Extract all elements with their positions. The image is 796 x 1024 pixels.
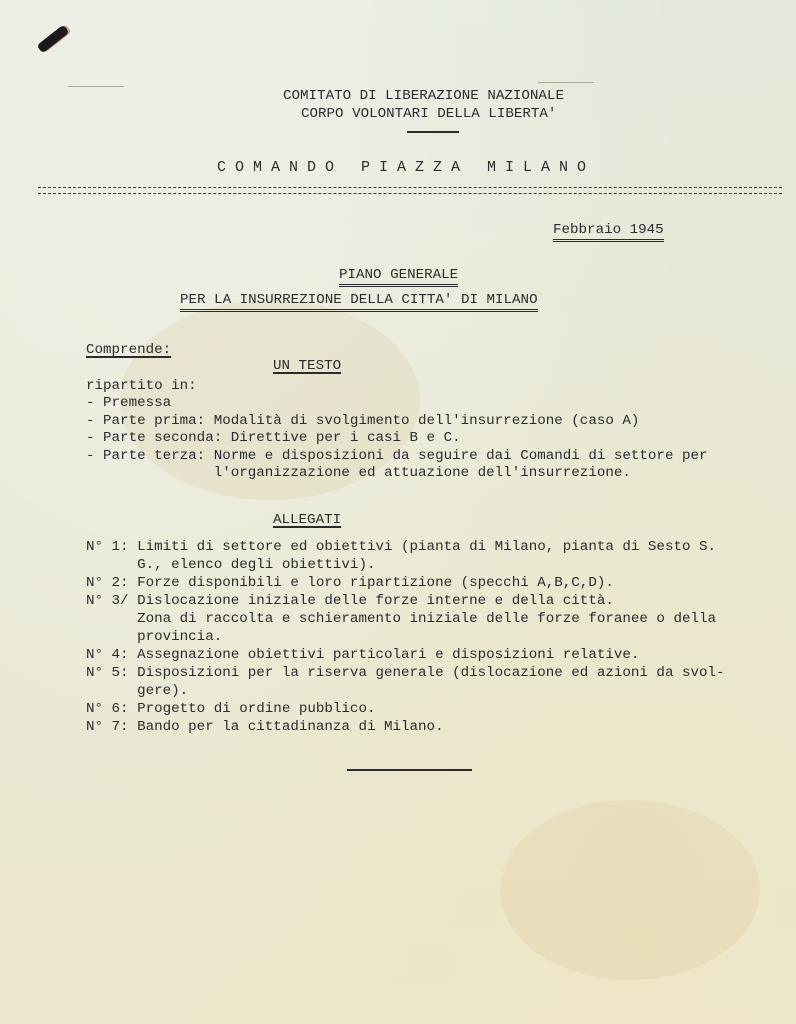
- pencil-mark: [538, 82, 594, 83]
- list-item: N° 4: Assegnazione obiettivi particolari e disposizioni relative.: [86, 647, 640, 663]
- org-subname: CORPO VOLONTARI DELLA LIBERTA': [301, 106, 557, 122]
- attachments-list: [86, 538, 725, 736]
- list-item: N° 3/ Dislocazione iniziale delle forze interne e della città.: [86, 593, 614, 609]
- text-heading: UN TESTO: [273, 358, 342, 374]
- contents-label: Comprende:: [86, 342, 172, 358]
- plan-title: [339, 267, 458, 283]
- date-text: Febbraio 1945: [553, 222, 664, 242]
- list-item: Zona di raccolta e schieramento iniziale delle forze foranee o della: [86, 611, 717, 627]
- list-item: N° 2: Forze disponibili e loro ripartizione (specchi A,B,C,D).: [86, 575, 614, 591]
- plan-title-line2: PER LA INSURREZIONE DELLA CITTA' DI MILANO: [180, 292, 538, 312]
- list-item: N° 1: Limiti di settore ed obiettivi (pianta di Milano, pianta di Sesto S.: [86, 539, 717, 555]
- pencil-mark: [68, 86, 124, 87]
- list-item: provincia.: [86, 629, 223, 645]
- command-title: C O M A N D O P I A Z Z A M I L A N O: [217, 159, 587, 176]
- punch-hole: [37, 25, 70, 54]
- list-item: - Premessa: [86, 395, 172, 411]
- plan-subtitle: [180, 292, 538, 308]
- list-item: - Parte prima: Modalità di svolgimento dell'insurrezione (caso A): [86, 412, 640, 429]
- attachments-heading: ALLEGATI: [273, 512, 342, 528]
- org-name: COMITATO DI LIBERAZIONE NAZIONALE: [283, 88, 564, 104]
- document-date: [553, 222, 664, 238]
- closing-rule: [347, 769, 472, 771]
- list-item: N° 6: Progetto di ordine pubblico.: [86, 701, 376, 717]
- list-item: l'organizzazione ed attuazione dell'insurrezione.: [86, 465, 631, 481]
- plan-title-line1: PIANO GENERALE: [339, 267, 458, 287]
- list-item: - Parte seconda: Direttive per i casi B e C.: [86, 430, 461, 446]
- list-item: gere).: [86, 683, 189, 699]
- paper-stain: [500, 800, 760, 980]
- double-rule: [38, 187, 782, 194]
- header-divider: [407, 131, 459, 133]
- list-item: N° 5: Disposizioni per la riserva generale (dislocazione ed azioni da svol-: [86, 665, 725, 681]
- list-item: - Parte terza: Norme e disposizioni da seguire dai Comandi di settore per: [86, 447, 708, 464]
- parts-list: [86, 395, 708, 483]
- list-item: G., elenco degli obiettivi).: [86, 557, 376, 573]
- contents-intro: ripartito in:: [86, 378, 197, 394]
- list-item: N° 7: Bando per la cittadinanza di Milano.: [86, 719, 444, 735]
